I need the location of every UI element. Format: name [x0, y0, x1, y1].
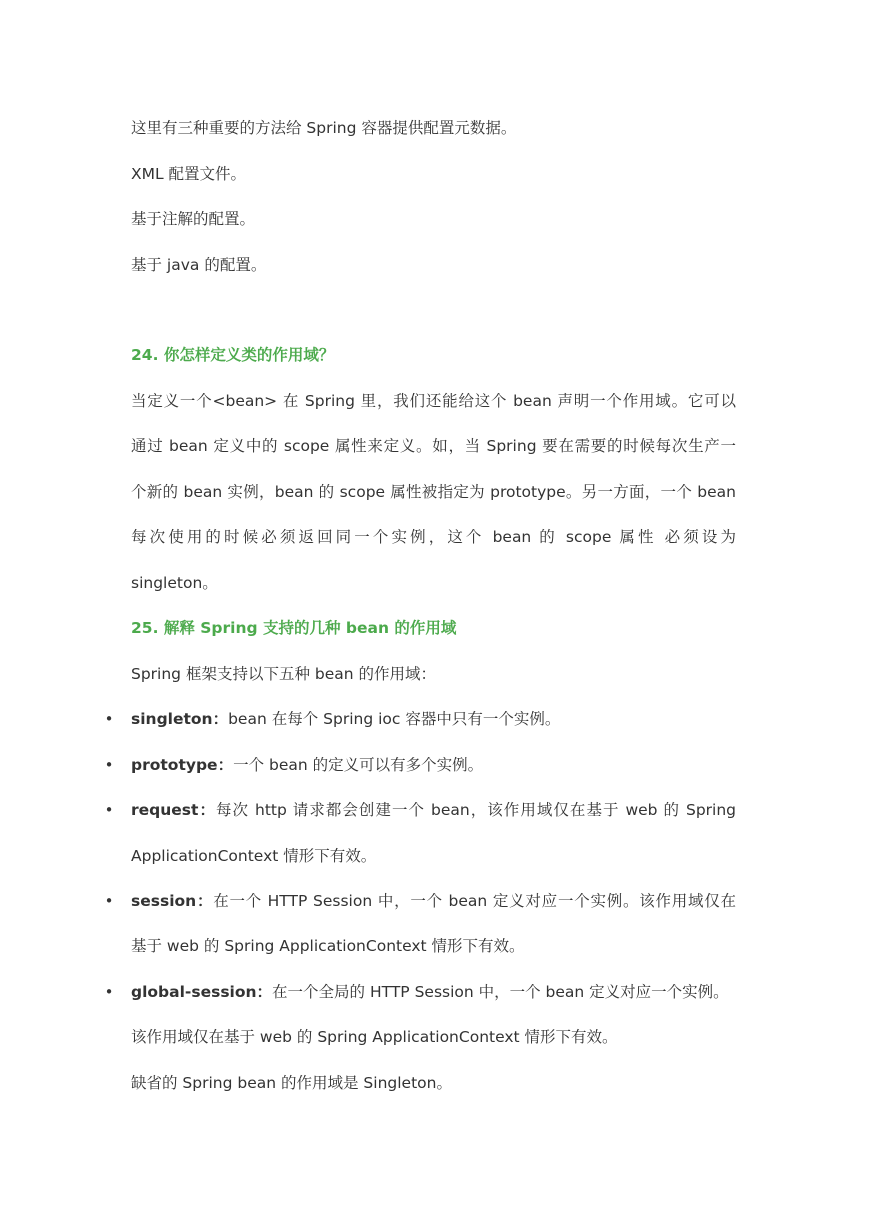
intro-line: 基于 java 的配置。 [131, 256, 267, 274]
bullet-dot: • [104, 983, 114, 1001]
list-item-text: 在一个 HTTP Session 中，一个 bean 定义对应一个实例。该作用域仅在 [213, 892, 737, 910]
paragraph-line: Spring 框架支持以下五种 bean 的作用域： [131, 665, 436, 683]
intro-line: XML 配置文件。 [131, 165, 247, 183]
paragraph-line: 每次使用的时候必须返回同一个实例，这个 bean 的 scope 属性 必须设为 [131, 528, 736, 546]
list-item-request [131, 799, 736, 821]
section-heading-24: 24. 你怎样定义类的作用域？ [131, 346, 335, 364]
intro-line: 基于注解的配置。 [131, 210, 256, 228]
list-item-singleton [131, 708, 560, 730]
list-item-text: 每次 http 请求都会创建一个 bean，该作用域仅在基于 web 的 Spring [216, 801, 736, 819]
list-item-text: bean 在每个 Spring ioc 容器中只有一个实例。 [228, 710, 561, 728]
bullet-dot: • [104, 756, 114, 774]
intro-line: 这里有三种重要的方法给 Spring 容器提供配置元数据。 [131, 119, 517, 137]
list-item-term: session： [131, 892, 214, 910]
section-heading-25: 25. 解释 Spring 支持的几种 bean 的作用域 [131, 619, 457, 637]
list-item-global-session [131, 981, 729, 1003]
list-item-continuation: 基于 web 的 Spring ApplicationContext 情形下有效。 [131, 937, 525, 955]
list-item-term: prototype： [131, 756, 234, 774]
paragraph-line: 个新的 bean 实例，bean 的 scope 属性被指定为 prototype。另一方面，一个 bean [131, 483, 736, 501]
paragraph-line: 通过 bean 定义中的 scope 属性来定义。如，当 Spring 要在需要的时候每次生产一 [131, 437, 736, 455]
paragraph-line: 当定义一个<bean> 在 Spring 里，我们还能给这个 bean 声明一个作用域。它可以 [131, 392, 736, 410]
list-item-continuation: ApplicationContext 情形下有效。 [131, 847, 377, 865]
list-item-session [131, 890, 736, 912]
list-item-term: singleton： [131, 710, 229, 728]
list-item-text: 一个 bean 的定义可以有多个实例。 [233, 756, 484, 774]
list-item-continuation: 该作用域仅在基于 web 的 Spring ApplicationContext 情形下有效。 [131, 1028, 618, 1046]
bullet-dot: • [104, 801, 114, 819]
list-item-prototype [131, 754, 483, 776]
list-item-text: 在一个全局的 HTTP Session 中，一个 bean 定义对应一个实例。 [272, 983, 729, 1001]
list-item-term: request： [131, 801, 216, 819]
paragraph-line: singleton。 [131, 574, 218, 592]
list-item-term: global-session： [131, 983, 273, 1001]
paragraph-line: 缺省的 Spring bean 的作用域是 Singleton。 [131, 1074, 452, 1092]
bullet-dot: • [104, 892, 114, 910]
bullet-dot: • [104, 710, 114, 728]
